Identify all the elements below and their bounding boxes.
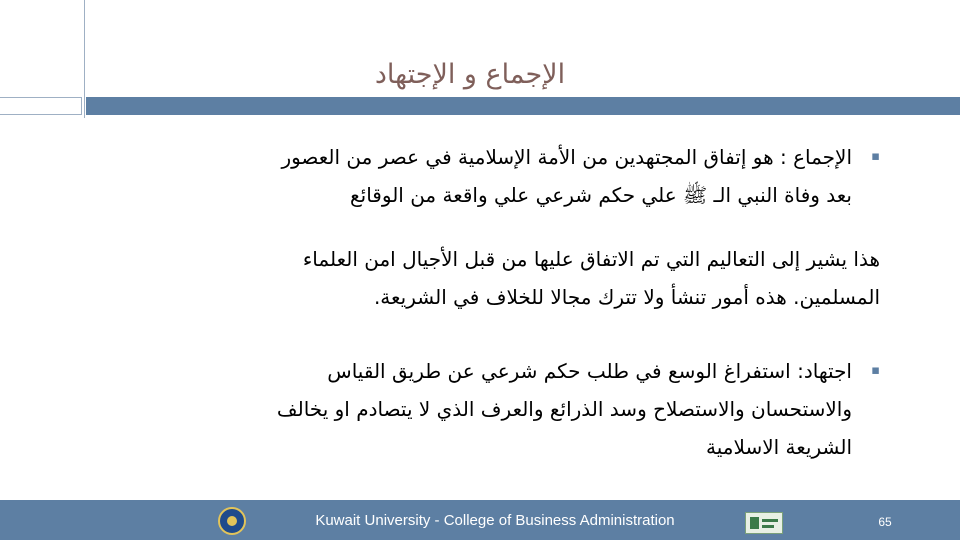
explanation-line-1: هذا يشير إلى التعاليم التي تم الاتفاق عليها من قبل الأجيال امن العلماء — [302, 247, 880, 271]
decorative-header-block — [0, 97, 82, 115]
ijtihad-line-2: والاستحسان والاستصلاح وسد الذرائع والعرف الذي لا يتصادم او يخالف — [276, 397, 852, 421]
bullet-icon: ▪ — [871, 149, 880, 164]
ijma-text: هو إتفاق المجتهدين من الأمة الإسلامية في عصر من العصور — [281, 145, 780, 169]
footer-text: Kuwait University - College of Business Administration — [315, 512, 675, 529]
ijtihad-text: استفراغ الوسع في طلب حكم شرعي عن طريق القياس — [327, 359, 798, 383]
ijtihad-line-3: الشريعة الاسلامية — [706, 435, 852, 459]
ijma-term: الإجماع : — [779, 145, 852, 169]
page-number: 65 — [878, 515, 892, 529]
ijma-definition — [40, 138, 880, 214]
decorative-vertical-line — [84, 0, 85, 118]
bullet-icon: ▪ — [871, 363, 880, 378]
ijma-explanation — [40, 240, 880, 316]
university-seal-icon — [218, 507, 246, 535]
explanation-line-2: المسلمين. هذه أمور تنشأ ولا تترك مجالا للخلاف في الشريعة. — [373, 285, 880, 309]
college-logo-icon — [745, 512, 783, 534]
ijtihad-term: اجتهاد: — [797, 359, 852, 383]
slide-title: الإجماع و الإجتهاد — [374, 59, 566, 90]
ijtihad-line-1 — [40, 352, 880, 390]
ijtihad-definition — [40, 352, 880, 466]
ijma-line-1 — [40, 138, 880, 176]
ijma-line-2: بعد وفاة النبي الـ ﷺ علي حكم شرعي علي واقعة من الوقائع — [350, 183, 852, 207]
